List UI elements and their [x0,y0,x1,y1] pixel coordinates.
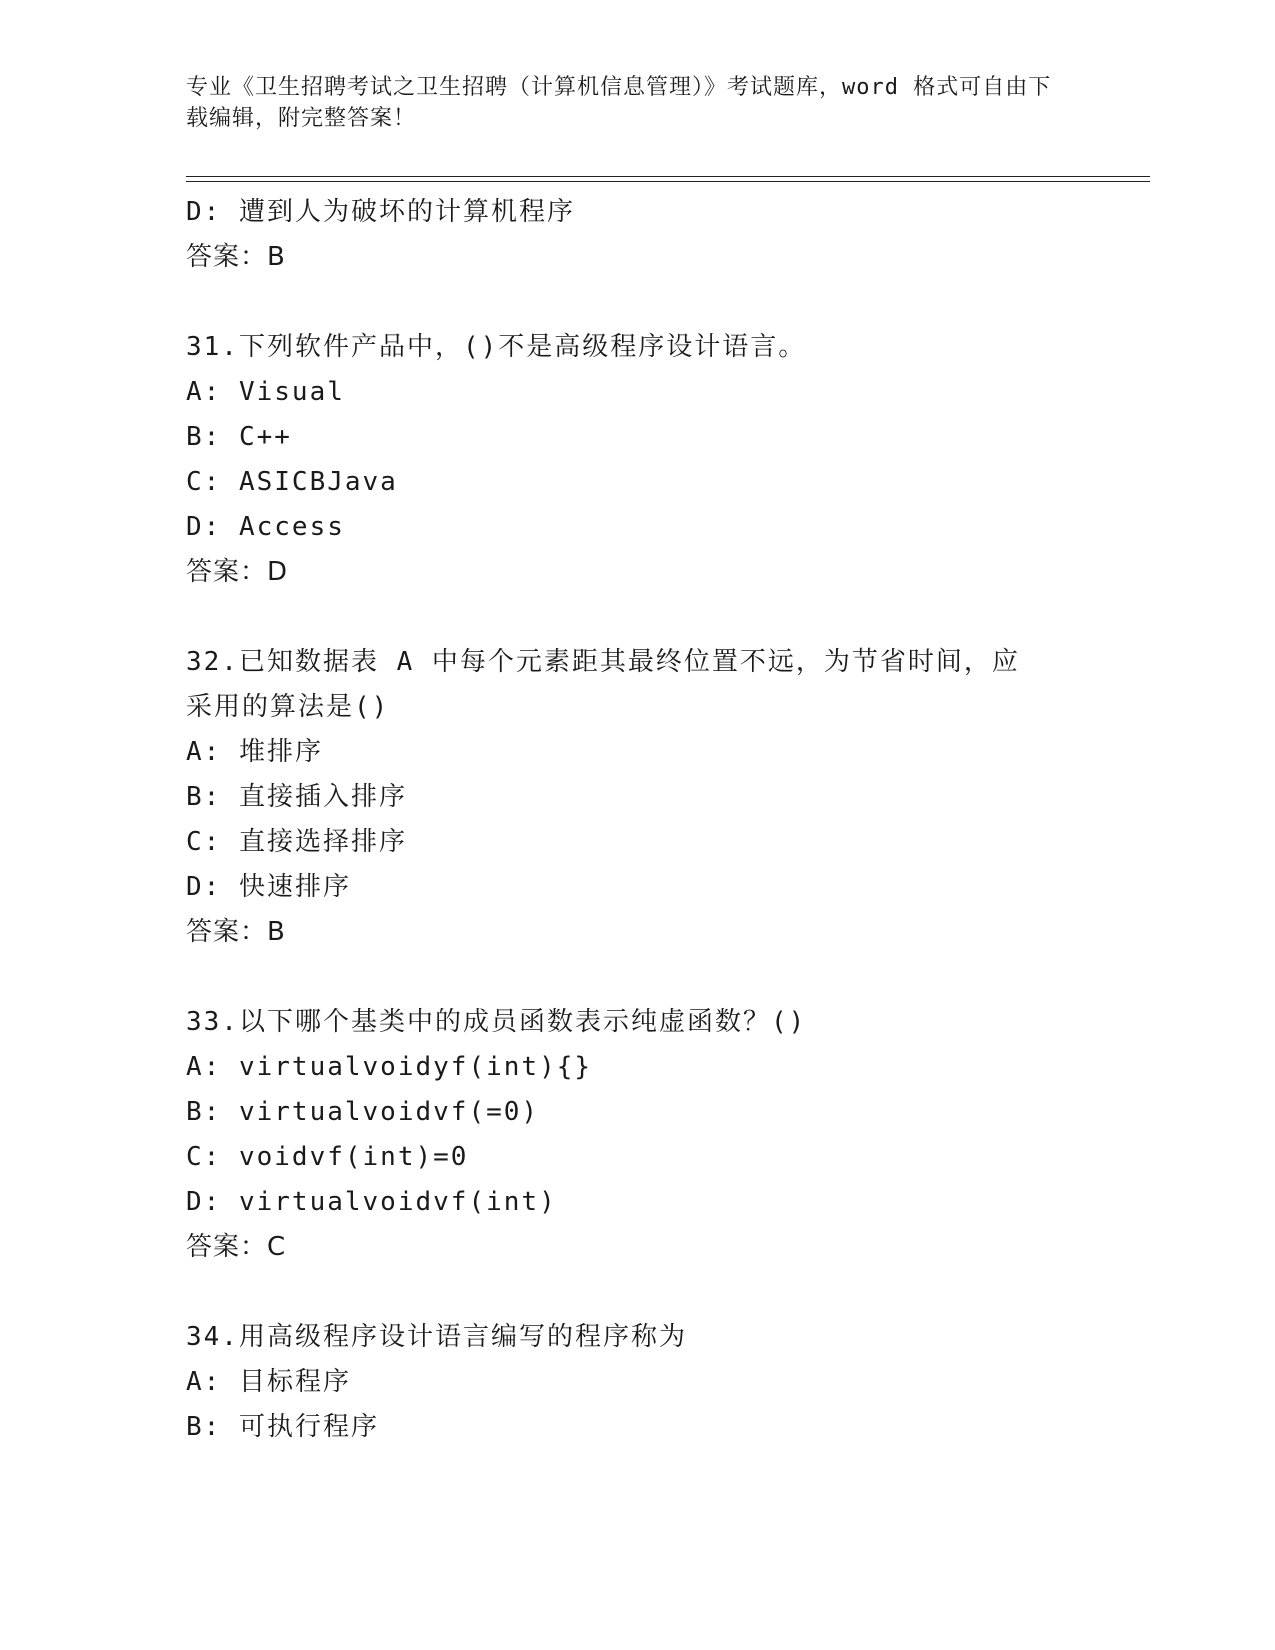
question-list [186,190,1086,1450]
option-d: D: 遭到人为破坏的计算机程序 [186,197,575,227]
answer-line: 答案：B [186,242,286,272]
option-b: B: 可执行程序 [186,1412,379,1442]
option-d: D: Access [186,512,345,542]
document-header: 专业《卫生招聘考试之卫生招聘（计算机信息管理）》考试题库，word 格式可自由下载编辑，附完整答案！ [186,75,1052,131]
question-stem: 31.下列软件产品中，()不是高级程序设计语言。 [186,332,807,362]
option-a: A: virtualvoidyf(int){} [186,1052,593,1082]
answer-line: 答案：D [186,557,289,587]
header-divider-bottom [186,181,1150,182]
question-stem: 34.用高级程序设计语言编写的程序称为 [186,1322,687,1352]
header-divider-top [186,176,1150,177]
option-c: C: voidvf(int)=0 [186,1142,469,1172]
option-c: C: ASICBJava [186,467,398,497]
option-a: A: 堆排序 [186,737,323,767]
option-a: A: Visual [186,377,345,407]
option-a: A: 目标程序 [186,1367,351,1397]
question-stem: 33.以下哪个基类中的成员函数表示纯虚函数？() [186,1007,807,1037]
question-32 [186,640,1086,955]
option-b: B: virtualvoidvf(=0) [186,1097,540,1127]
option-d: D: 快速排序 [186,872,351,902]
option-c: C: 直接选择排序 [186,827,407,857]
option-b: B: 直接插入排序 [186,782,407,812]
question-31 [186,325,1086,595]
question-stem: 32.已知数据表 A 中每个元素距其最终位置不远，为节省时间，应采用的算法是() [186,647,1020,722]
question-34 [186,1315,1086,1450]
answer-line: 答案：C [186,1232,287,1262]
question-33 [186,1000,1086,1270]
answer-line: 答案：B [186,917,286,947]
option-d: D: virtualvoidvf(int) [186,1187,557,1217]
option-b: B: C++ [186,422,292,452]
